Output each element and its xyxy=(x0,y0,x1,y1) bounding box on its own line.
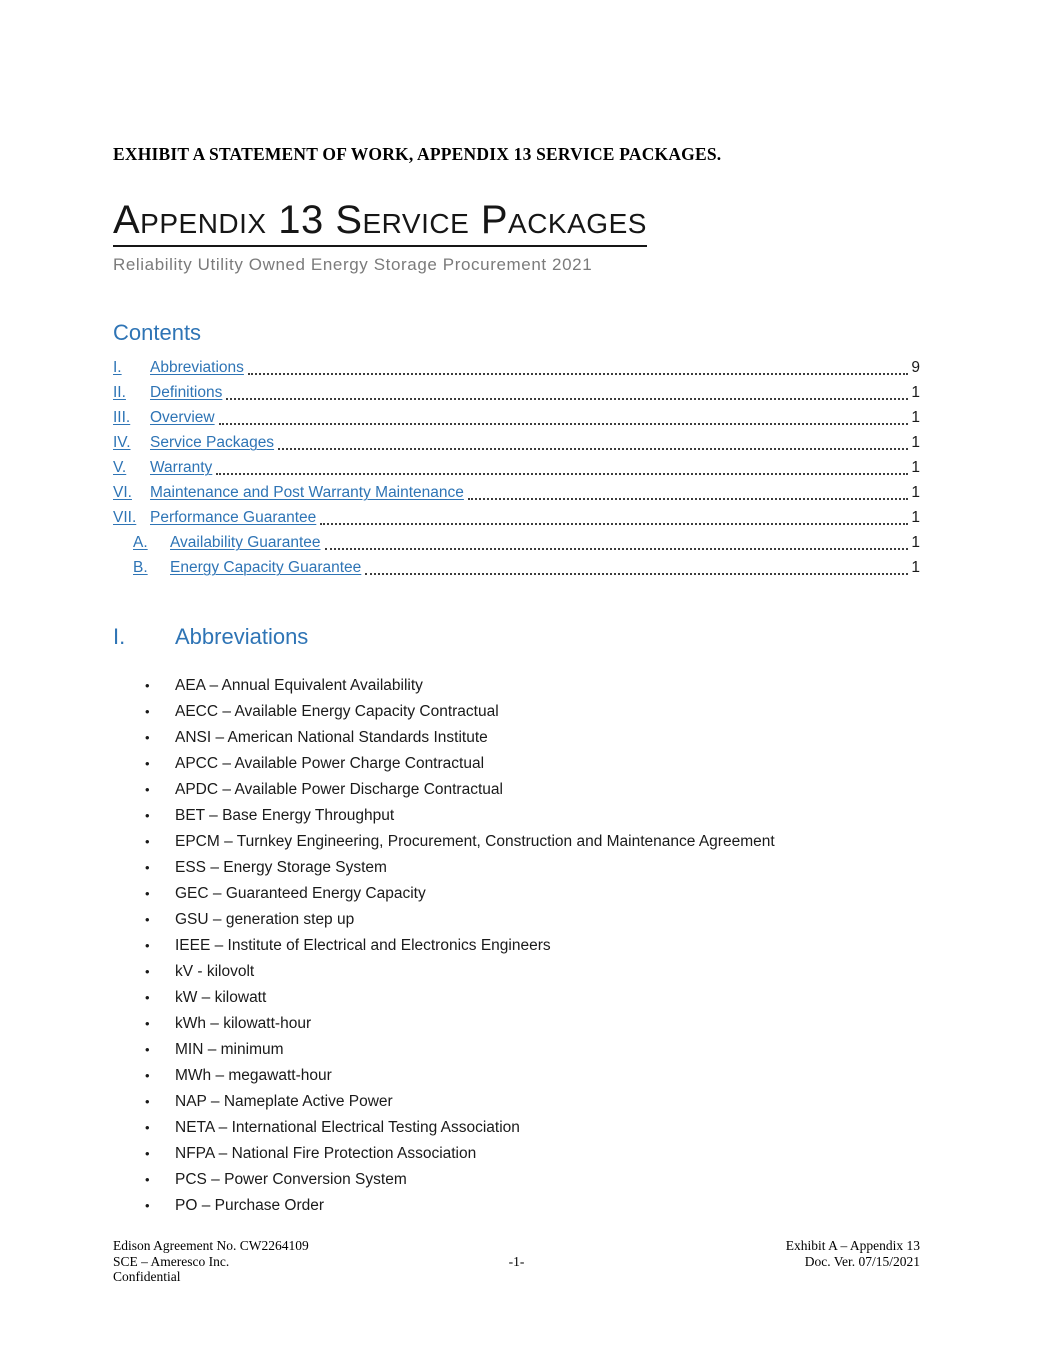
contents-heading: Contents xyxy=(113,320,202,345)
toc-entry xyxy=(113,405,920,430)
toc-entry-numeral xyxy=(133,530,170,555)
toc-link-label[interactable]: Performance Guarantee xyxy=(150,509,317,526)
abbreviation-text: PCS – Power Conversion System xyxy=(175,1171,407,1188)
toc-entry-numeral xyxy=(113,380,150,405)
abbreviation-text: GSU – generation step up xyxy=(175,911,355,928)
toc-entry xyxy=(113,430,920,455)
bullet-icon: • xyxy=(145,1198,150,1213)
list-item xyxy=(113,1037,920,1063)
abbreviation-text: GEC – Guaranteed Energy Capacity xyxy=(175,885,426,902)
toc-link-label[interactable]: Availability Guarantee xyxy=(170,534,321,551)
toc-dot-leader xyxy=(216,473,908,475)
toc-page-number: 1 xyxy=(911,409,920,426)
toc-entry-numeral xyxy=(113,405,150,430)
toc-entry xyxy=(113,455,920,480)
footer-left-block xyxy=(113,1238,436,1285)
abbreviation-text: MIN – minimum xyxy=(175,1041,284,1058)
bullet-icon: • xyxy=(145,1094,150,1109)
abbreviation-text: kV - kilovolt xyxy=(175,963,255,980)
bullet-icon: • xyxy=(145,678,150,693)
footer-left-line: Edison Agreement No. CW2264109 xyxy=(113,1238,309,1253)
footer-right-line: Exhibit A – Appendix 13 xyxy=(785,1238,920,1253)
toc-dot-leader xyxy=(468,498,908,500)
toc-link-numeral[interactable]: VII. xyxy=(113,509,137,526)
toc-page-number: 1 xyxy=(911,434,920,451)
toc-link-numeral[interactable]: I. xyxy=(113,359,122,376)
bullet-icon: • xyxy=(145,808,150,823)
toc-page-number: 1 xyxy=(911,509,920,526)
toc-entry xyxy=(113,380,920,405)
toc-link-label[interactable]: Energy Capacity Guarantee xyxy=(170,559,362,576)
abbreviation-text: NAP – Nameplate Active Power xyxy=(175,1093,393,1110)
toc-dot-leader xyxy=(320,523,908,525)
toc-entry-numeral xyxy=(113,455,150,480)
toc-entry xyxy=(113,355,920,380)
toc-dot-leader xyxy=(248,373,908,375)
abbreviation-text: APDC – Available Power Discharge Contractual xyxy=(175,781,503,798)
toc-dot-leader xyxy=(226,398,908,400)
footer-left-line: Confidential xyxy=(113,1269,181,1284)
toc-dot-leader xyxy=(219,423,909,425)
toc-dot-leader xyxy=(365,573,908,575)
list-item xyxy=(113,1193,920,1219)
abbreviation-text: kW – kilowatt xyxy=(175,989,267,1006)
section-heading-abbreviations xyxy=(113,624,920,650)
bullet-icon: • xyxy=(145,938,150,953)
abbreviation-text: IEEE – Institute of Electrical and Electronics Engineers xyxy=(175,937,551,954)
page-footer xyxy=(113,1238,920,1285)
toc-dot-leader xyxy=(325,548,909,550)
toc-entry xyxy=(113,555,920,580)
section-numeral: I. xyxy=(113,624,126,649)
document-title: Appendix 13 Service Packages xyxy=(113,199,647,247)
bullet-icon: • xyxy=(145,756,150,771)
footer-left-line: SCE – Ameresco Inc. xyxy=(113,1253,230,1269)
toc-page-number: 9 xyxy=(911,359,920,376)
abbreviation-text: ANSI – American National Standards Institute xyxy=(175,729,488,746)
list-item xyxy=(113,1167,920,1193)
footer-right-block xyxy=(597,1238,920,1285)
list-item xyxy=(113,777,920,803)
list-item xyxy=(113,1141,920,1167)
bullet-icon: • xyxy=(145,782,150,797)
abbreviation-text: ESS – Energy Storage System xyxy=(175,859,387,876)
abbreviation-text: NFPA – National Fire Protection Association xyxy=(175,1145,477,1162)
toc-link-numeral[interactable]: V. xyxy=(113,459,127,476)
footer-page-number: -1- xyxy=(508,1253,525,1269)
bullet-icon: • xyxy=(145,860,150,875)
footer-right-line: Doc. Ver. 07/15/2021 xyxy=(804,1253,920,1269)
list-item xyxy=(113,751,920,777)
abbreviation-text: APCC – Available Power Charge Contractual xyxy=(175,755,485,772)
bullet-icon: • xyxy=(145,1068,150,1083)
bullet-icon: • xyxy=(145,964,150,979)
list-item xyxy=(113,1115,920,1141)
bullet-icon: • xyxy=(145,1120,150,1135)
toc-page-number: 1 xyxy=(911,559,920,576)
toc-link-label[interactable]: Abbreviations xyxy=(150,359,244,376)
toc-link-numeral[interactable]: B. xyxy=(133,559,148,576)
bullet-icon: • xyxy=(145,886,150,901)
list-item xyxy=(113,907,920,933)
list-item xyxy=(113,959,920,985)
toc-page-number: 1 xyxy=(911,484,920,501)
abbreviation-text: BET – Base Energy Throughput xyxy=(175,807,395,824)
toc-link-numeral[interactable]: A. xyxy=(133,534,148,551)
toc-link-numeral[interactable]: II. xyxy=(113,384,126,401)
list-item xyxy=(113,933,920,959)
toc-page-number: 1 xyxy=(911,459,920,476)
abbreviation-text: EPCM – Turnkey Engineering, Procurement, Construction and Maintenance Agreement xyxy=(175,833,775,850)
list-item xyxy=(113,1063,920,1089)
exhibit-heading: EXHIBIT A STATEMENT OF WORK, APPENDIX 13 SERVICE PACKAGES. xyxy=(113,144,722,164)
bullet-icon: • xyxy=(145,912,150,927)
abbreviation-text: kWh – kilowatt-hour xyxy=(175,1015,312,1032)
toc-dot-leader xyxy=(278,448,908,450)
list-item xyxy=(113,699,920,725)
toc-entry-numeral xyxy=(113,505,150,530)
abbreviation-text: NETA – International Electrical Testing Association xyxy=(175,1119,520,1136)
bullet-icon: • xyxy=(145,1016,150,1031)
list-item xyxy=(113,985,920,1011)
toc-link-label[interactable]: Warranty xyxy=(150,459,213,476)
toc-entry xyxy=(113,480,920,505)
table-of-contents xyxy=(113,355,920,580)
toc-entry-numeral xyxy=(133,555,170,580)
list-item xyxy=(113,1011,920,1037)
toc-entry-numeral xyxy=(113,355,150,380)
toc-page-number: 1 xyxy=(911,384,920,401)
abbreviation-text: PO – Purchase Order xyxy=(175,1197,325,1214)
bullet-icon: • xyxy=(145,834,150,849)
toc-link-label[interactable]: Definitions xyxy=(150,384,223,401)
abbreviation-list xyxy=(113,673,920,1219)
list-item xyxy=(113,725,920,751)
toc-link-label[interactable]: Maintenance and Post Warranty Maintenance xyxy=(150,484,464,501)
abbreviation-text: AECC – Available Energy Capacity Contractual xyxy=(175,703,499,720)
list-item xyxy=(113,1089,920,1115)
bullet-icon: • xyxy=(145,990,150,1005)
list-item xyxy=(113,673,920,699)
toc-link-label[interactable]: Overview xyxy=(150,409,215,426)
list-item xyxy=(113,803,920,829)
toc-entry xyxy=(113,505,920,530)
toc-link-label[interactable]: Service Packages xyxy=(150,434,275,451)
abbreviation-text: MWh – megawatt-hour xyxy=(175,1067,332,1084)
document-subtitle: Reliability Utility Owned Energy Storage Procurement 2021 xyxy=(113,255,593,274)
toc-entry-numeral xyxy=(113,430,150,455)
bullet-icon: • xyxy=(145,1042,150,1057)
toc-link-numeral[interactable]: VI. xyxy=(113,484,132,501)
bullet-icon: • xyxy=(145,1172,150,1187)
list-item xyxy=(113,881,920,907)
bullet-icon: • xyxy=(145,704,150,719)
bullet-icon: • xyxy=(145,730,150,745)
toc-entry-numeral xyxy=(113,480,150,505)
toc-link-numeral[interactable]: III. xyxy=(113,409,131,426)
toc-page-number: 1 xyxy=(911,534,920,551)
abbreviation-text: AEA – Annual Equivalent Availability xyxy=(175,677,423,694)
list-item xyxy=(113,855,920,881)
bullet-icon: • xyxy=(145,1146,150,1161)
section-title: Abbreviations xyxy=(175,624,309,649)
toc-link-numeral[interactable]: IV. xyxy=(113,434,131,451)
toc-entry xyxy=(113,530,920,555)
list-item xyxy=(113,829,920,855)
